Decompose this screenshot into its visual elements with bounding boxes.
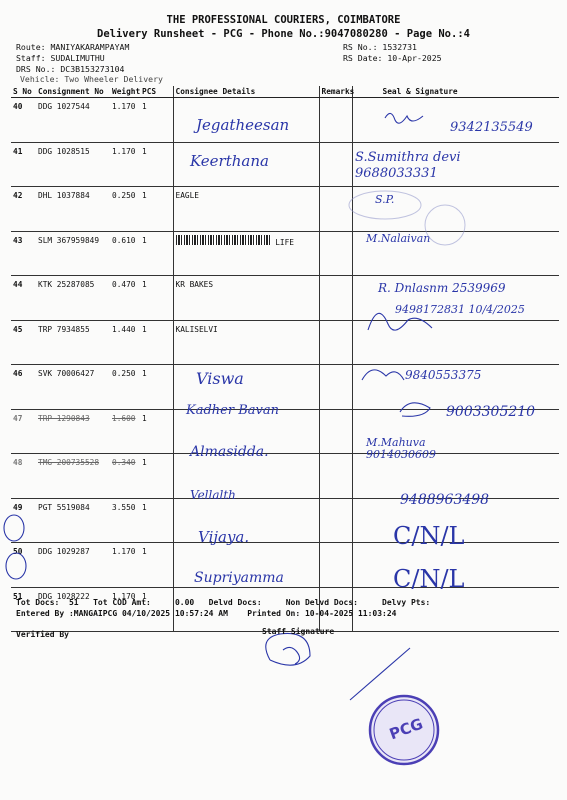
row-weight: 1.440 [110,320,140,365]
rs-date: RS Date: 10-Apr-2025 [343,53,442,63]
row-pcs: 1 [140,98,173,143]
row-sno: 46 [11,365,36,410]
row-pcs: 1 [140,365,173,410]
handwritten-signature: C/N/L [393,565,465,593]
row-sno: 40 [11,98,36,143]
col-seal-signature: Seal & Signature [352,86,559,98]
col-consignment: Consignment No [36,86,110,98]
row-pcs: 1 [140,142,173,187]
handwritten-name: Kadher Bavan [186,403,279,418]
verified-by-label: Verified By [16,630,69,639]
row-pcs: 1 [140,543,173,588]
row-consignment: DDG 1028515 [36,142,110,187]
row-pcs: 1 [140,231,173,276]
row-consignment: TMG 200735528 [36,454,110,499]
row-sno: 42 [11,187,36,232]
row-sno: 41 [11,142,36,187]
row-weight: 1.170 [110,98,140,143]
handwritten-signature: M.Nalaivan [366,232,431,245]
row-pcs: 1 [140,498,173,543]
col-sno: S No [11,86,36,98]
handwritten-name: Jegatheesan [196,116,290,134]
col-weight: Weight [112,87,141,96]
row-pcs: 1 [140,587,173,632]
handwritten-signature: 9498172831 10/4/2025 [395,303,525,316]
entered-by-line: Entered By :MANGAIPCG 04/10/2025 10:57:24 AM Printed On: 10-04-2025 11:03:24 [16,609,397,618]
handwritten-signature: M.Mahuva 9014030609 [366,436,436,461]
handwritten-name: Viswa [196,369,244,388]
row-sno: 45 [11,320,36,365]
staff-signature-label: Staff Signature [262,627,335,636]
document-subtitle: Delivery Runsheet - PCG - Phone No.:9047080280 - Page No.:4 [97,28,470,40]
row-consignment: SLM 367959849 [36,231,110,276]
row-weight: 1.600 [110,409,140,454]
row-sno: 51 [11,587,36,632]
handwritten-signature: S.Sumithra devi 9688033331 [355,150,461,181]
row-weight: 1.170 [110,142,140,187]
staff-signature-scribble [266,633,310,665]
pen-stroke [350,648,410,700]
row-consignment: DDG 1027544 [36,98,110,143]
row-highlight-circle [4,515,24,541]
faded-stamp-icon [425,205,465,245]
scribble-icon [385,113,423,123]
row-sno: 44 [11,276,36,321]
row-weight: 0.250 [110,187,140,232]
handwritten-name: Keerthana [190,152,269,170]
handwritten-name: Vellalth [190,488,236,502]
row-consignment: DDG 1029287 [36,543,110,588]
handwritten-signature: 9342135549 [450,120,533,135]
handwritten-signature: 9003305210 [446,404,536,420]
row-consignee: EAGLE [173,187,319,232]
row-consignment: PGT 5519084 [36,498,110,543]
scribble-icon [400,403,430,416]
vehicle-label: Vehicle: Two Wheeler Delivery [20,74,163,84]
row-sno: 48 [11,454,36,499]
handwritten-name: Supriyamma [194,570,284,586]
row-weight: 1.170 [110,543,140,588]
row-consignment: KTK 25287085 [36,276,110,321]
handwritten-signature: R. Dnlasnm 2539969 [378,281,506,295]
row-consignment: DDG 1028222 [36,587,110,632]
drs-label: DRS No.: DC3B153273104 [16,64,125,74]
row-consignment: SVK 70006427 [36,365,110,410]
col-pcs: PCS [140,86,173,98]
handwritten-name: Almasidda. [190,444,269,460]
staff-label: Staff: SUDALIMUTHU [16,53,105,63]
scribble-icon [362,370,404,380]
row-consignee: KALISELVI [173,320,319,365]
handwritten-signature: S.P. [375,193,395,206]
row-weight: 3.550 [110,498,140,543]
row-consignment: TRP 7934855 [36,320,110,365]
row-weight: 0.610 [110,231,140,276]
row-pcs: 1 [140,276,173,321]
handwritten-signature: C/N/L [393,522,465,550]
rs-number: RS No.: 1532731 [343,42,417,52]
row-consignment: DHL 1037884 [36,187,110,232]
row-highlight-circle [6,553,26,579]
row-weight: 0.470 [110,276,140,321]
handwritten-signature: 9840553375 [405,368,482,382]
row-weight: 0.250 [110,365,140,410]
row-consignment: TRP 1290843 [36,409,110,454]
consignee-name: LIFE [275,237,294,247]
faded-stamp-icon [349,191,421,219]
document-title: THE PROFESSIONAL COURIERS, COIMBATORE [166,14,401,26]
row-pcs: 1 [140,187,173,232]
row-pcs: 1 [140,454,173,499]
handwritten-signature: 9488963498 [400,492,490,508]
row-sno: 49 [11,498,36,543]
row-weight: 1.170 [110,587,140,632]
col-consignee: Consignee Details [173,86,319,98]
totals-line: Tot Docs: 51 Tot COD Amt: 0.00 Delvd Docs: Non Delvd Docs: Delvy Pts: [16,598,431,607]
row-sno: 50 [11,543,36,588]
row-weight: 0.340 [110,454,140,499]
stamp-text: PCG [386,714,426,744]
handwritten-name: Vijaya. [198,528,250,546]
scribble-icon [368,313,432,330]
route-label: Route: MANIYAKARAMPAYAM [16,42,130,52]
row-pcs: 1 [140,409,173,454]
col-remarks: Remarks [319,86,352,98]
row-consignee: KR BAKES [173,276,319,321]
row-sno: 47 [11,409,36,454]
row-sno: 43 [11,231,36,276]
row-pcs: 1 [140,320,173,365]
